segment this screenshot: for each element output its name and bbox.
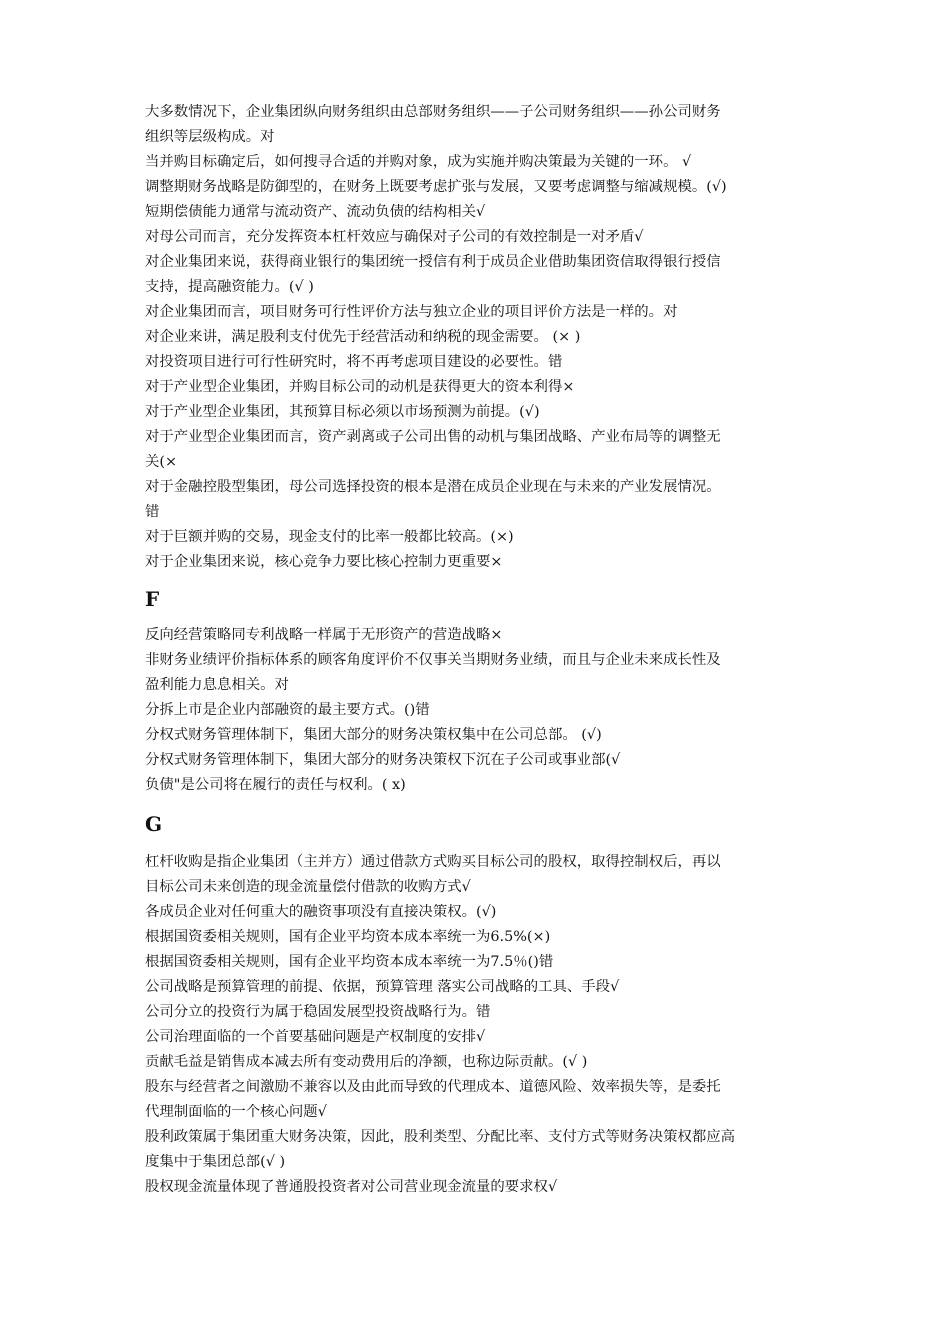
text-line: 目标公司未来创造的现金流量偿付借款的收购方式√ [145, 879, 471, 895]
section-e [145, 100, 813, 575]
text-line: 对于金融控股型集团，母公司选择投资的根本是潜在成员企业现在与未来的产业发展情况。 [145, 479, 721, 495]
text-line: 分权式财务管理体制下，集团大部分的财务决策权下沉在子公司或事业部(√ [145, 752, 621, 768]
text-line: 支持，提高融资能力。(√ ) [145, 279, 314, 295]
section-g [145, 850, 813, 1200]
text-line: 股利政策属于集团重大财务决策，因此，股利类型、分配比率、支付方式等财务决策权都应高 [145, 1129, 736, 1145]
text-line: 贡献毛益是销售成本减去所有变动费用后的净额，也称边际贡献。(√ ) [145, 1054, 588, 1070]
text-line: 代理制面临的一个核心问题√ [145, 1104, 327, 1120]
document-page [145, 100, 813, 1200]
text-line: 分拆上市是企业内部融资的最主要方式。()错 [145, 702, 430, 718]
text-line: 股东与经营者之间激励不兼容以及由此而导致的代理成本、道德风险、效率损失等，是委托 [145, 1079, 721, 1095]
text-line: 短期偿债能力通常与流动资产、流动负债的结构相关√ [145, 204, 486, 220]
text-line: 对母公司而言，充分发挥资本杠杆效应与确保对子公司的有效控制是一对矛盾√ [145, 229, 644, 245]
text-line: 对于产业型企业集团，其预算目标必须以市场预测为前提。(√) [145, 404, 540, 420]
section-f [145, 623, 813, 798]
text-line: 非财务业绩评价指标体系的顾客角度评价不仅事关当期财务业绩，而且与企业未来成长性及 [145, 652, 721, 668]
text-line: 当并购目标确定后，如何搜寻合适的并购对象，成为实施并购决策最为关键的一环。 √ [145, 154, 692, 170]
text-line: 大多数情况下，企业集团纵向财务组织由总部财务组织——子公司财务组织——孙公司财务 [145, 104, 721, 120]
text-line: 调整期财务战略是防御型的，在财务上既要考虑扩张与发展，又要考虑调整与缩减规模。(√) [145, 179, 727, 195]
text-line: 各成员企业对任何重大的融资事项没有直接决策权。(√) [145, 904, 497, 920]
text-line: 对企业来讲，满足股利支付优先于经营活动和纳税的现金需要。 (× ) [145, 329, 581, 345]
text-line: 分权式财务管理体制下，集团大部分的财务决策权集中在公司总部。 (√) [145, 727, 602, 743]
section-heading-f: F [145, 587, 160, 611]
text-line: 负债"是公司将在履行的责任与权利。( x) [145, 777, 406, 793]
text-line: 股权现金流量体现了普通股投资者对公司营业现金流量的要求权√ [145, 1179, 558, 1195]
text-line: 杠杆收购是指企业集团（主并方）通过借款方式购买目标公司的股权，取得控制权后，再以 [145, 854, 721, 870]
text-line: 错 [145, 504, 160, 520]
section-heading-g: G [145, 812, 163, 836]
text-line: 公司战略是预算管理的前提、依据，预算管理 落实公司战略的工具、手段√ [145, 979, 620, 995]
text-line: 对于企业集团来说，核心竞争力要比核心控制力更重要× [145, 554, 503, 570]
text-line: 公司分立的投资行为属于稳固发展型投资战略行为。错 [145, 1004, 491, 1020]
text-line: 反向经营策略同专利战略一样属于无形资产的营造战略× [145, 627, 503, 643]
text-line: 组织等层级构成。对 [145, 129, 275, 145]
text-line: 对企业集团而言，项目财务可行性评价方法与独立企业的项目评价方法是一样的。对 [145, 304, 678, 320]
text-line: 对于巨额并购的交易，现金支付的比率一般都比较高。(×) [145, 529, 514, 545]
text-line: 根据国资委相关规则，国有企业平均资本成本率统一为6.5%(×) [145, 929, 551, 945]
text-line: 根据国资委相关规则，国有企业平均资本成本率统一为7.5％()错 [145, 954, 554, 970]
text-line: 关(× [145, 454, 178, 470]
text-line: 对于产业型企业集团，并购目标公司的动机是获得更大的资本利得× [145, 379, 575, 395]
text-line: 度集中于集团总部(√ ) [145, 1154, 286, 1170]
text-line: 对企业集团来说，获得商业银行的集团统一授信有利于成员企业借助集团资信取得银行授信 [145, 254, 721, 270]
text-line: 公司治理面临的一个首要基础问题是产权制度的安排√ [145, 1029, 486, 1045]
text-line: 对投资项目进行可行性研究时，将不再考虑项目建设的必要性。错 [145, 354, 563, 370]
text-line: 对于产业型企业集团而言，资产剥离或子公司出售的动机与集团战略、产业布局等的调整无 [145, 429, 721, 445]
text-line: 盈利能力息息相关。对 [145, 677, 289, 693]
